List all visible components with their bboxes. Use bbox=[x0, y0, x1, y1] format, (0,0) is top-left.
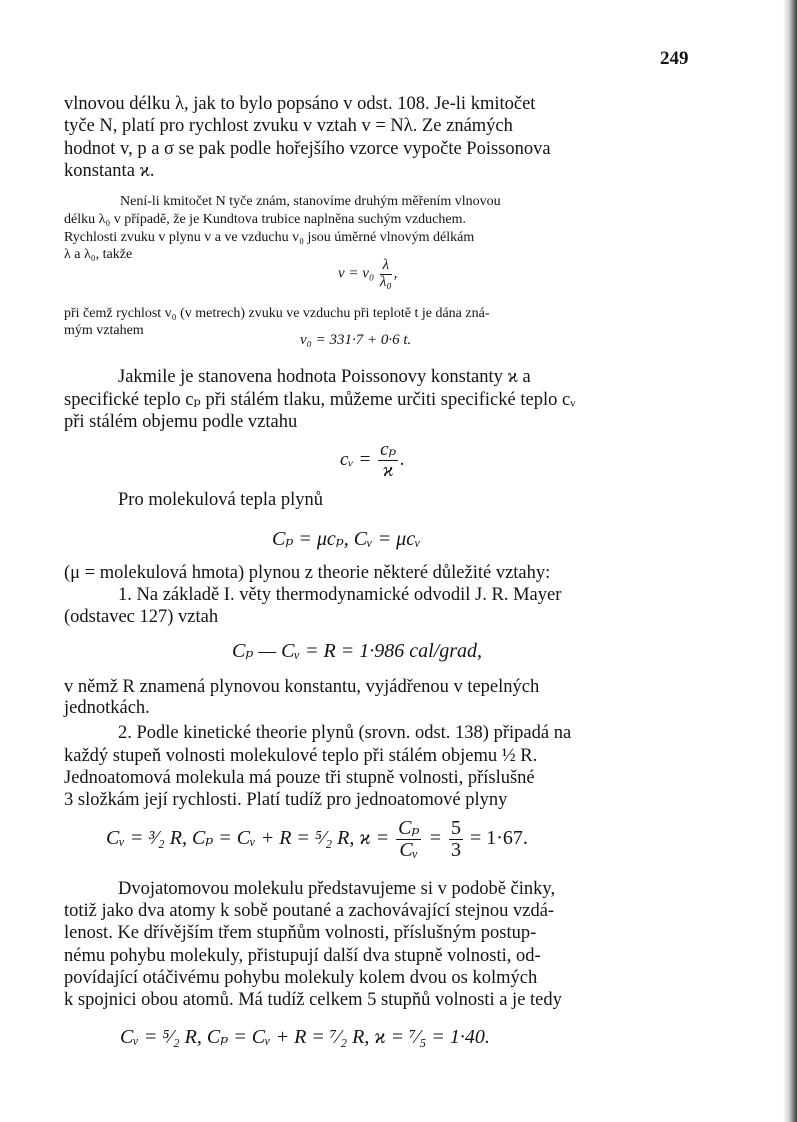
note-line: Rychlosti zvuku v plynu v a ve vzduchu v₀ jsou úměrné vlnovým délkám bbox=[64, 230, 475, 245]
text-line: nému pohybu molekuly, přistupují další dva stupně volnosti, od- bbox=[64, 946, 541, 966]
fraction bbox=[396, 818, 421, 861]
text-line: při stálém objemu podle vztahu bbox=[64, 412, 298, 432]
text-line: (μ = molekulová hmota) plynou z theorie některé důležité vztahy: bbox=[64, 563, 551, 583]
eq-lhs: v = v₀ bbox=[338, 265, 375, 282]
eq-part: = bbox=[428, 827, 442, 850]
text-line: 1. Na základě I. věty thermodynamické odvodil J. R. Mayer bbox=[118, 585, 562, 605]
equation-monoatomic bbox=[106, 818, 528, 861]
page-binding-shadow bbox=[783, 0, 797, 1122]
text-line: (odstavec 127) vztah bbox=[64, 607, 219, 627]
eq-lhs: cᵥ = bbox=[340, 448, 372, 470]
text-line: vlnovou délku λ, jak to bylo popsáno v odst. 108. Je-li kmitočet bbox=[64, 94, 536, 114]
equation-mayer: Cₚ — Cᵥ = R = 1·986 cal/grad, bbox=[232, 640, 483, 662]
text-line: Jednoatomová molekula má pouze tři stupně volnosti, příslušné bbox=[64, 768, 535, 788]
fraction-denominator: 3 bbox=[450, 839, 461, 861]
text-line: 2. Podle kinetické theorie plynů (srovn. odst. 138) připadá na bbox=[118, 723, 572, 743]
text-line: v němž R znamená plynovou konstantu, vyjádřenou v tepelných bbox=[64, 677, 540, 697]
note-equation-speed: v₀ = 331·7 + 0·6 t. bbox=[300, 332, 412, 348]
text-line: specifické teplo cₚ při stálém tlaku, můžeme určiti specifické teplo cᵥ bbox=[64, 390, 576, 410]
section-heading: Pro molekulová tepla plynů bbox=[118, 490, 324, 510]
text-line: tyče N, platí pro rychlost zvuku v vztah v = Nλ. Ze známých bbox=[64, 116, 513, 136]
eq-tail: , bbox=[393, 265, 398, 282]
note-equation-wavelength bbox=[338, 258, 397, 291]
eq-tail: . bbox=[400, 448, 405, 470]
fraction bbox=[380, 258, 392, 291]
text-line: lenost. Ke dřívějším třem stupňům volnosti, příslušným postup- bbox=[64, 923, 537, 943]
text-line: každý stupeň volnosti molekulové teplo při stálém objemu ½ R. bbox=[64, 746, 538, 766]
text-line: povídající otáčivému pohybu molekuly kolem dvou os kolmých bbox=[64, 968, 538, 988]
fraction-denominator: λ₀ bbox=[379, 273, 392, 290]
fraction-numerator: λ bbox=[380, 258, 392, 275]
fraction-denominator: ϰ bbox=[382, 459, 394, 481]
fraction bbox=[378, 440, 398, 481]
text-line: hodnot v, p a σ se pak podle hořejšího vzorce vypočte Poissonova bbox=[64, 139, 551, 159]
note-line: mým vztahem bbox=[64, 323, 144, 338]
text-line: konstanta ϰ. bbox=[64, 161, 155, 181]
text-line: totiž jako dva atomy k sobě poutané a zachovávající stejnou vzdá- bbox=[64, 901, 555, 921]
text-line: 3 složkám její rychlosti. Platí tudíž pro jednoatomové plyny bbox=[64, 790, 508, 810]
note-line: λ a λ₀, takže bbox=[64, 247, 133, 262]
note-line: délku λ₀ v případě, že je Kundtova trubice naplněna suchým vzduchem. bbox=[64, 212, 466, 227]
fraction bbox=[449, 818, 463, 861]
fraction-numerator: 5 bbox=[450, 817, 461, 839]
page-number: 249 bbox=[660, 48, 689, 69]
note-line: při čemž rychlost v₀ (v metrech) zvuku ve vzduchu při teplotě t je dána zná- bbox=[64, 306, 490, 321]
equation-diatomic: Cᵥ = ⁵⁄₂ R, Cₚ = Cᵥ + R = ⁷⁄₂ R, ϰ = ⁷⁄₅ = 1·40. bbox=[120, 1026, 490, 1048]
text-line: Jakmile je stanovena hodnota Poissonovy konstanty ϰ a bbox=[118, 367, 531, 387]
equation-cv bbox=[340, 440, 405, 481]
text-line: k spojnici obou atomů. Má tudíž celkem 5 stupňů volnosti a je tedy bbox=[64, 990, 562, 1010]
fraction-denominator: Cᵥ bbox=[399, 839, 419, 861]
equation-molar-heat: Cₚ = μcₚ, Cᵥ = μcᵥ bbox=[272, 528, 421, 550]
fraction-numerator: cₚ bbox=[380, 439, 397, 460]
eq-tail: = 1·67. bbox=[469, 827, 528, 850]
text-line: jednotkách. bbox=[64, 698, 150, 718]
fraction-numerator: Cₚ bbox=[398, 817, 420, 839]
text-line: Dvojatomovou molekulu představujeme si v podobě činky, bbox=[118, 879, 556, 899]
eq-part: Cᵥ = ³⁄₂ R, Cₚ = Cᵥ + R = ⁵⁄₂ R, ϰ = bbox=[106, 827, 390, 850]
note-line: Není-li kmitočet N tyče znám, stanovíme druhým měřením vlnovou bbox=[120, 194, 501, 209]
